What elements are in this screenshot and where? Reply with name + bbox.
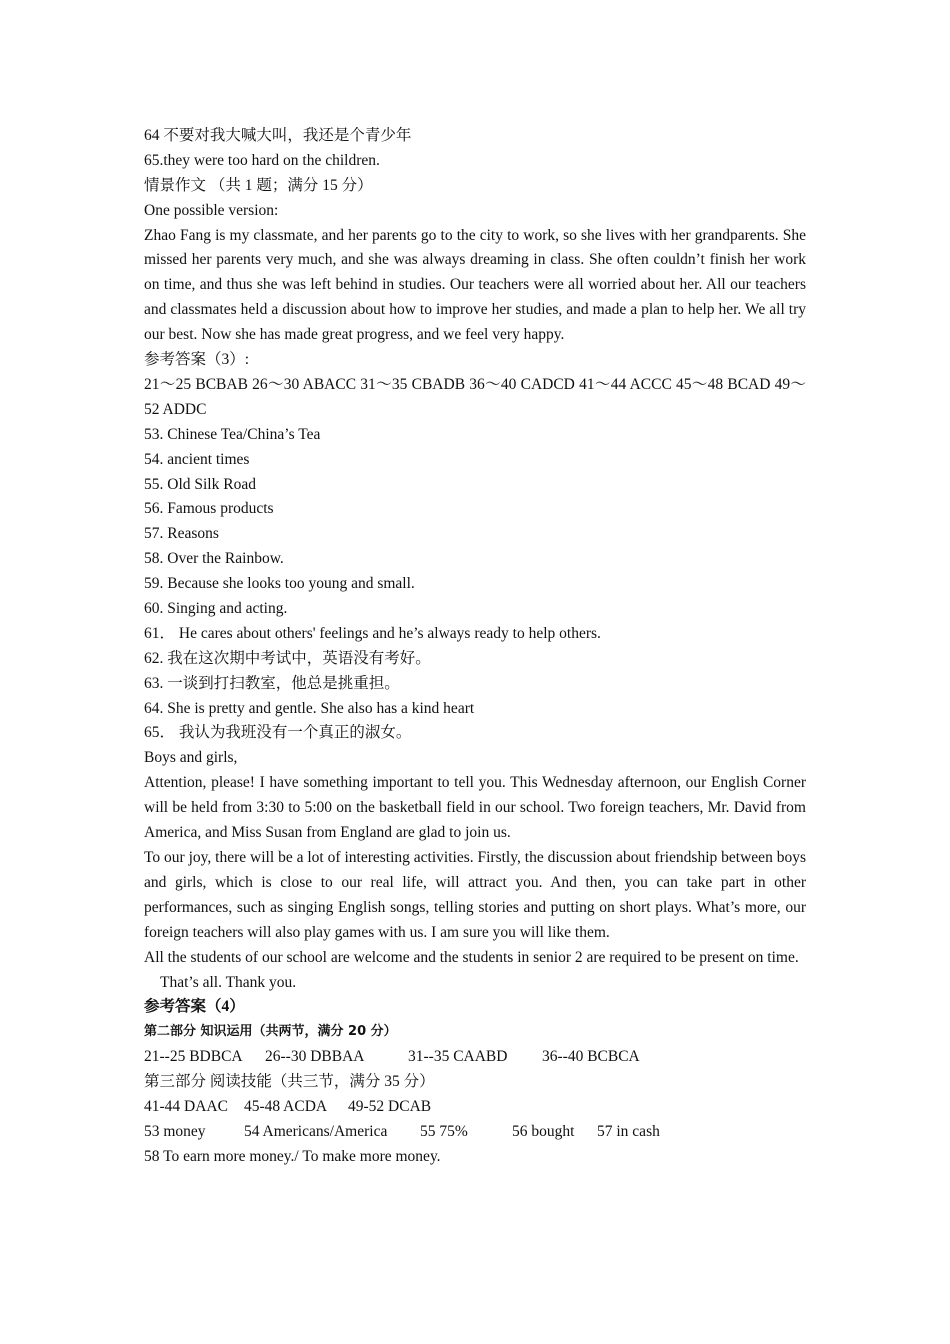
part-two-heading: 第二部分 知识运用（共两节，满分 20 分） bbox=[144, 1024, 397, 1040]
version-label: One possible version: bbox=[144, 201, 279, 219]
answer-group: 21--25 BDBCA bbox=[144, 1048, 243, 1066]
essay-paragraph: Zhao Fang is my classmate, and her parents go to the city to work, so she lives with her grandparents. She missed her parents very much, and she was always dreaming in class. She often couldn’t finish her work on time, and thus she was left behind in studies. Our teachers were all worried about her. All our teachers and classmates held a discussion about how to improve her studies, and made a plan to help her. We all try our best. Now she has made great progress, and we feel very happy. bbox=[144, 226, 806, 344]
answers-53-57 bbox=[144, 1120, 806, 1145]
answer-63: 63. 一谈到打扫教室，他总是挑重担。 bbox=[144, 674, 400, 692]
answer-62: 62. 我在这次期中考试中，英语没有考好。 bbox=[144, 649, 431, 667]
speech-paragraph-1: Attention, please! I have something important to tell you. This Wednesday afternoon, our English Corner will be held from 3:30 to 5:00 on the basketball field in our school. Two foreign teachers, Mr. David from America, and Miss Susan from England are glad to join us. bbox=[144, 774, 806, 842]
answer-54: 54. ancient times bbox=[144, 450, 250, 468]
answer-item: 55 75% bbox=[420, 1122, 468, 1140]
answer-key-heading-4: 参考答案（4） bbox=[144, 998, 245, 1016]
speech-greeting: Boys and girls, bbox=[144, 749, 238, 767]
part-three-answers bbox=[144, 1095, 806, 1120]
answer-58b: 58 To earn more money./ To make more money. bbox=[144, 1147, 441, 1165]
answer-group: 45-48 ACDA bbox=[244, 1097, 328, 1115]
answer-item: 56 bought bbox=[512, 1122, 575, 1140]
answer-56: 56. Famous products bbox=[144, 500, 274, 518]
speech-paragraph-3: All the students of our school are welcome and the students in senior 2 are required to be present on time. bbox=[144, 948, 799, 966]
part-two-answers bbox=[144, 1045, 806, 1070]
section-heading-writing: 情景作文 （共 1 题；满分 15 分） bbox=[144, 176, 373, 194]
answer-item: 57 in cash bbox=[597, 1122, 660, 1140]
part-three-heading: 第三部分 阅读技能（共三节，满分 35 分） bbox=[144, 1073, 435, 1091]
document-page bbox=[144, 124, 806, 1170]
answer-55: 55. Old Silk Road bbox=[144, 475, 256, 493]
answer-61: 61． He cares about others' feelings and he’s always ready to help others. bbox=[144, 624, 601, 642]
answer-59: 59. Because she looks too young and small. bbox=[144, 575, 415, 593]
answer-group: 31--35 CAABD bbox=[408, 1048, 508, 1066]
answer-group: 26--30 DBBAA bbox=[265, 1048, 365, 1066]
answer-60: 60. Singing and acting. bbox=[144, 600, 288, 618]
answer-group: 49-52 DCAB bbox=[348, 1097, 432, 1115]
answer-53: 53. Chinese Tea/China’s Tea bbox=[144, 425, 321, 443]
answer-item: 53 money bbox=[144, 1122, 206, 1140]
answer-group: 36--40 BCBCA bbox=[542, 1048, 640, 1066]
answer-65: 65.they were too hard on the children. bbox=[144, 151, 380, 169]
answer-key-heading-3: 参考答案（3）: bbox=[144, 351, 250, 369]
answer-57: 57. Reasons bbox=[144, 525, 219, 543]
answer-key-choices-3: 21～25 BCBAB 26～30 ABACC 31～35 CBADB 36～40 CADCD 41～44 ACCC 45～48 BCAD 49～52 ADDC bbox=[144, 375, 806, 418]
answer-58: 58. Over the Rainbow. bbox=[144, 550, 284, 568]
answer-64: 64 不要对我大喊大叫，我还是个青少年 bbox=[144, 127, 412, 144]
speech-closing: That’s all. Thank you. bbox=[160, 973, 297, 991]
answer-64b: 64. She is pretty and gentle. She also has a kind heart bbox=[144, 699, 475, 717]
speech-paragraph-2: To our joy, there will be a lot of interesting activities. Firstly, the discussion about friendship between boys and girls, which is close to our real life, will attract you. And then, you can take part in other performances, such as singing English songs, telling stories and putting on short plays. What’s more, our foreign teachers will also play games with us. I am sure you will like them. bbox=[144, 848, 806, 941]
answer-group: 41-44 DAAC bbox=[144, 1097, 228, 1115]
answer-item: 54 Americans/America bbox=[244, 1122, 388, 1140]
answer-65b: 65． 我认为我班没有一个真正的淑女。 bbox=[144, 724, 412, 742]
